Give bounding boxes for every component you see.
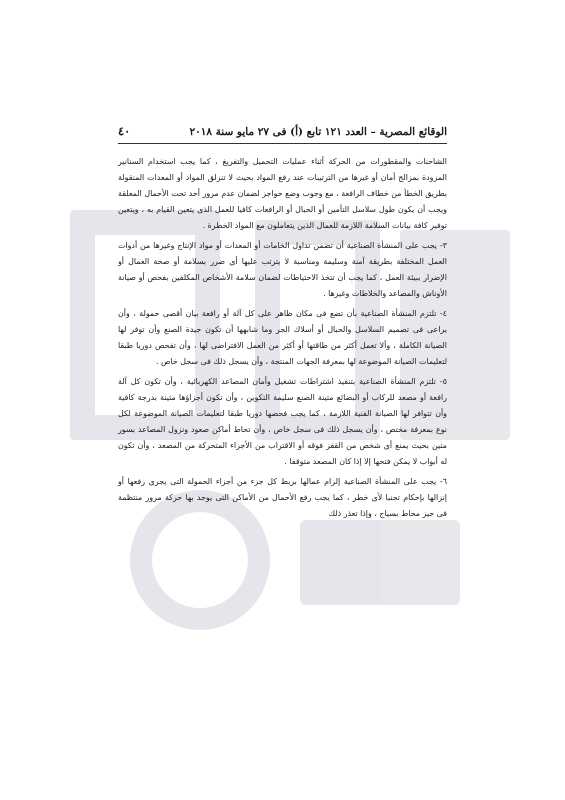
paragraph: ٦- يجب على المنشأة الصناعية إلزام عمالها بربط كل جزء من أجزاء الحمولة التى يجرى رفعها أو إنزالها بإحكام تجنبا لأى خطر ، كما يجب رفع الأحمال من الأماكن التى يوجد بها حركة مرور منتظمة فى حيز محاط بسياج ، وإذا تعذر ذلك [118, 477, 447, 518]
paragraph: ٥- تلتزم المنشأة الصناعية بتنفيذ اشتراطات تشغيل وأمان المصاعد الكهربائية ، وأن تكون كل آلة رافعة أو مصعد للركاب أو البضائع متينة الصنع سليمة التكوين ، وأن تكون أجزاؤها متينة بدرجة كافية وأن تتوافر لها الصيانة الفنية اللازمة ، كما يجب فحصها دوريا طبقا لتعليمات الصيانة الموضوعة لكل نوع بمعرفة مختص ، وأن يسجل ذلك فى سجل خاص ، وأن تحاط أماكن صعود ونزول المصاعد بسور متين بحيث يمنع أى شخص من القفز فوقه أو الاقتراب من الأجزاء المتحركة من المصعد ، وأن تكون له أبواب لا يمكن فتحها إلا إذا كان المصعد متوقفا . [118, 377, 447, 466]
paragraph: الشاحنات والمقطورات من الحركة أثناء عمليات التحميل والتفريغ ، كما يجب استخدام السنانير المزودة بمزالج أمان أو غيرها من الترتيبات عند رفع المواد بحيث لا تنزلق المواد أو المعدات المنقولة بطريق الخطأ من خطاف الرافعة ، مع وجوب وضع حواجز لضمان عدم مرور أحد تحت الأحمال المعلقة ويجب أن يكون طول سلاسل التأمين أو الحبال أو الرافعات كافيا للعمل الذى يتعين القيام به ، ويتعين توفير كافة بيانات السلامة اللازمة للعمال الذين يتعاملون مع المواد الخطرة . [118, 157, 447, 230]
page-number: ٤٠ [118, 124, 131, 138]
body-text [118, 154, 447, 522]
paragraph: ٣- يجب على المنشأة الصناعية أن تضمن تداول الخامات أو المعدات أو مواد الإنتاج وغيرها من أدوات العمل المختلفة بطريقة آمنة وسليمة ومناسبة لا يترتب عليها أى ضرر بسلامة أو صحة العمال أو الإضرار ببيئة العمل ، كما يجب أن تتخذ الاحتياطات لضمان سلامة الأشخاص المكلفين بفحص أو صيانة الأوناش والمصاعد والخلاطات وغيرها . [118, 241, 447, 298]
gazette-title: الوقائع المصرية – العدد ١٢١ تابع (أ) فى ٢٧ مايو سنة ٢٠١٨ [189, 126, 447, 138]
paragraph: ٤- تلتزم المنشأة الصناعية بأن تضع فى مكان ظاهر على كل آلة أو رافعة بيان أقصى حمولة ، وأن يراعى فى تصميم السلاسل والحبال أو أسلاك الجر وما شابهها أن تكون جيدة الصنع وأن توفر لها الصيانة الكاملة ، وألا تعمل أكثر من طاقتها أو أكثر من العمل الافتراضى لها ، وأن تفحص دوريا طبقا لتعليمات الصيانة الموضوعة لها بمعرفة الجهات المنتجة ، وأن يسجل ذلك فى سجل خاص . [118, 309, 447, 366]
page-header [118, 124, 447, 144]
document-page [118, 124, 447, 784]
